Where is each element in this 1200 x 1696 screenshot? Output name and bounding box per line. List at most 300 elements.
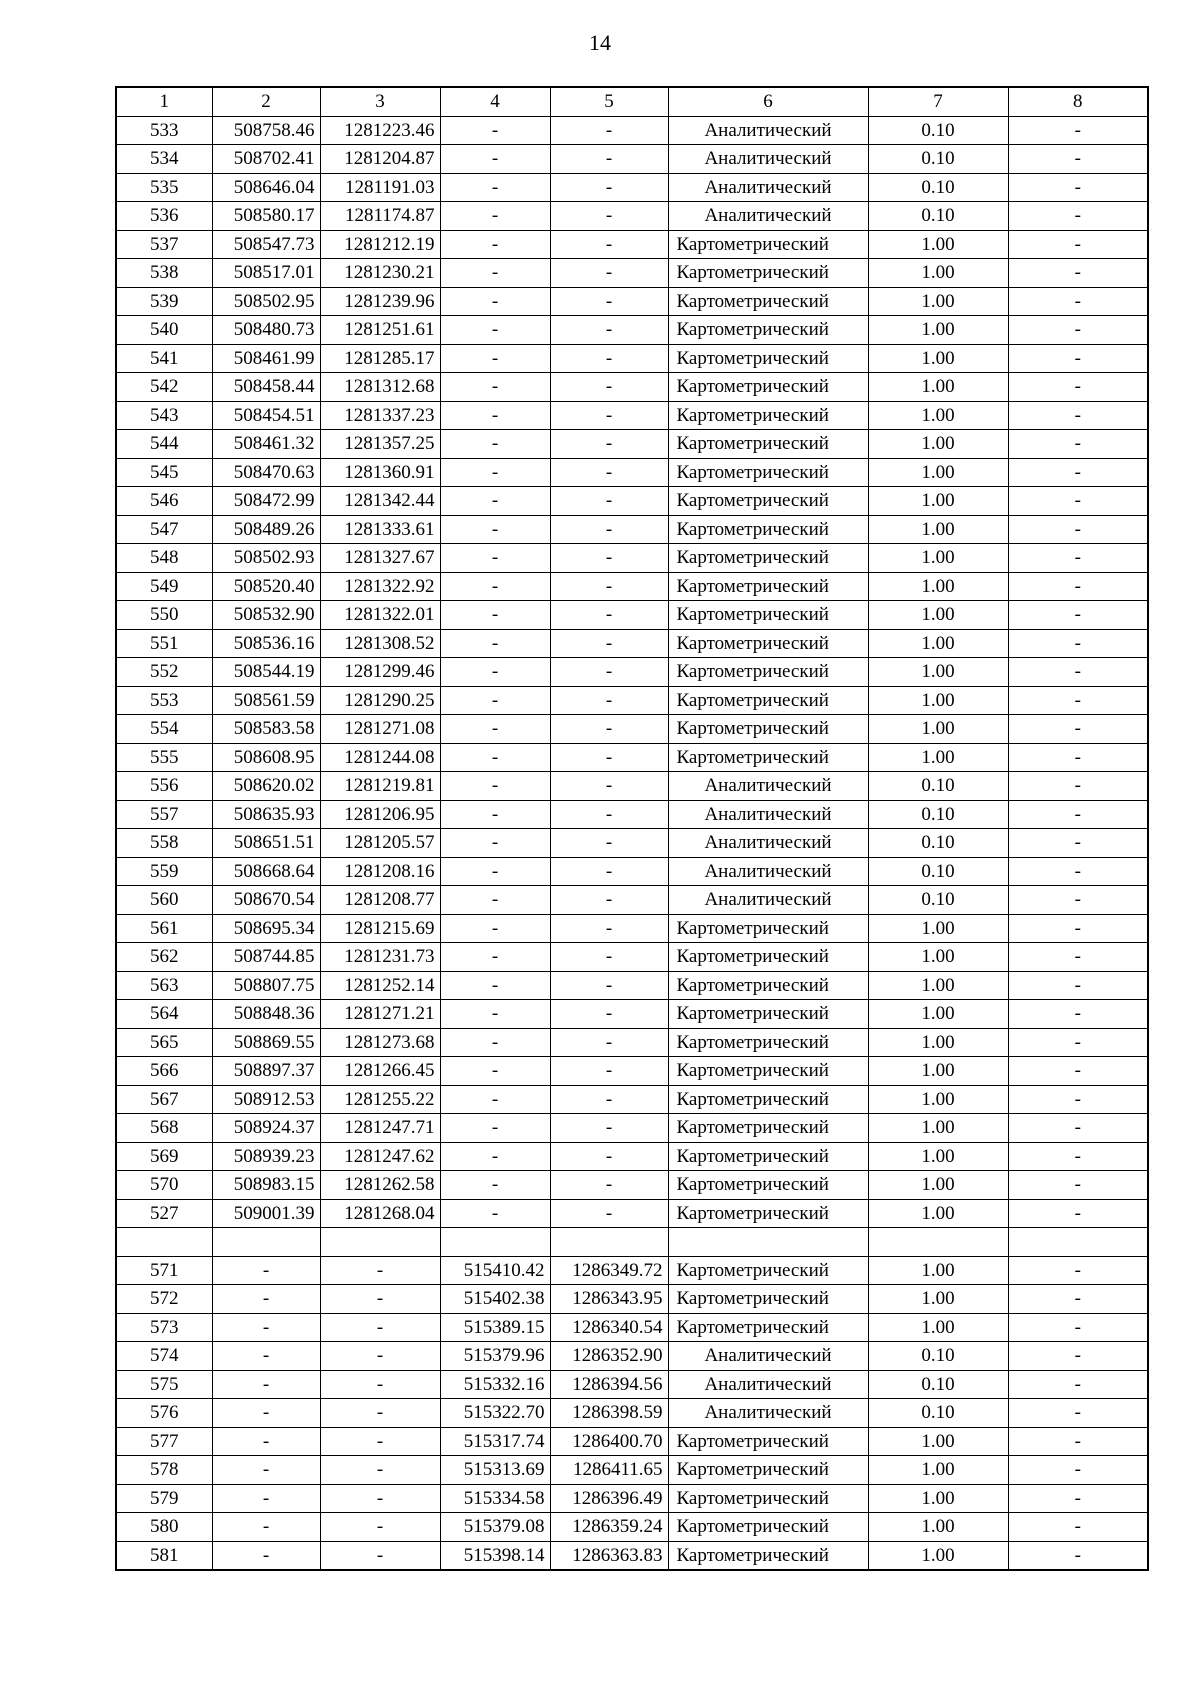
y-old-cell (320, 1228, 440, 1257)
x-old-cell: 508869.55 (212, 1028, 320, 1057)
method-cell: Картометрический (668, 1000, 868, 1029)
accuracy-cell: 1.00 (868, 943, 1008, 972)
point-number-cell: 566 (116, 1057, 212, 1086)
point-number-cell: 543 (116, 401, 212, 430)
accuracy-cell: 1.00 (868, 1171, 1008, 1200)
method-cell: Аналитический (668, 1370, 868, 1399)
y-new-cell: - (550, 344, 668, 373)
y-old-cell: 1281251.61 (320, 316, 440, 345)
table-row (116, 202, 1148, 231)
description-cell: - (1008, 401, 1148, 430)
accuracy-cell: 1.00 (868, 515, 1008, 544)
table-row (116, 800, 1148, 829)
method-cell: Картометрический (668, 1313, 868, 1342)
x-old-cell: - (212, 1313, 320, 1342)
y-old-cell: 1281208.16 (320, 857, 440, 886)
x-old-cell: 508695.34 (212, 914, 320, 943)
accuracy-cell: 1.00 (868, 715, 1008, 744)
point-number-cell: 581 (116, 1541, 212, 1570)
description-cell: - (1008, 629, 1148, 658)
point-number-cell: 569 (116, 1142, 212, 1171)
table-row (116, 1142, 1148, 1171)
x-new-cell: - (440, 373, 550, 402)
y-new-cell: - (550, 145, 668, 174)
x-old-cell: - (212, 1399, 320, 1428)
table-row (116, 487, 1148, 516)
y-new-cell: - (550, 1114, 668, 1143)
method-cell: Аналитический (668, 857, 868, 886)
y-new-cell: - (550, 116, 668, 145)
y-old-cell: 1281252.14 (320, 971, 440, 1000)
y-old-cell: 1281231.73 (320, 943, 440, 972)
x-old-cell: 508480.73 (212, 316, 320, 345)
x-new-cell: - (440, 743, 550, 772)
point-number-cell: 536 (116, 202, 212, 231)
table-row (116, 515, 1148, 544)
x-old-cell: - (212, 1456, 320, 1485)
method-cell: Картометрический (668, 743, 868, 772)
point-number-cell: 558 (116, 829, 212, 858)
method-cell: Картометрический (668, 430, 868, 459)
table-row (116, 914, 1148, 943)
accuracy-cell: 1.00 (868, 1456, 1008, 1485)
x-old-cell: - (212, 1285, 320, 1314)
x-old-cell: 508489.26 (212, 515, 320, 544)
y-old-cell: 1281299.46 (320, 658, 440, 687)
y-new-cell: - (550, 971, 668, 1000)
table-row (116, 1484, 1148, 1513)
y-old-cell: - (320, 1313, 440, 1342)
y-new-cell: - (550, 316, 668, 345)
y-old-cell: - (320, 1370, 440, 1399)
accuracy-cell: 1.00 (868, 430, 1008, 459)
x-new-cell: 515389.15 (440, 1313, 550, 1342)
description-cell: - (1008, 1256, 1148, 1285)
point-number-cell: 553 (116, 686, 212, 715)
table-row (116, 230, 1148, 259)
y-new-cell: 1286394.56 (550, 1370, 668, 1399)
x-new-cell: - (440, 230, 550, 259)
table-row (116, 943, 1148, 972)
description-cell: - (1008, 772, 1148, 801)
description-cell: - (1008, 1456, 1148, 1485)
point-number-cell: 563 (116, 971, 212, 1000)
point-number-cell: 548 (116, 544, 212, 573)
method-cell: Картометрический (668, 572, 868, 601)
table-row (116, 772, 1148, 801)
point-number-cell: 541 (116, 344, 212, 373)
accuracy-cell: 1.00 (868, 1028, 1008, 1057)
description-cell: - (1008, 1370, 1148, 1399)
table-row (116, 1456, 1148, 1485)
point-number-cell: 575 (116, 1370, 212, 1399)
description-cell: - (1008, 572, 1148, 601)
y-new-cell (550, 1228, 668, 1257)
y-new-cell: - (550, 1199, 668, 1228)
x-old-cell: 509001.39 (212, 1199, 320, 1228)
point-number-cell: 540 (116, 316, 212, 345)
point-number-cell: 559 (116, 857, 212, 886)
point-number-cell: 571 (116, 1256, 212, 1285)
method-cell: Картометрический (668, 287, 868, 316)
x-new-cell: - (440, 401, 550, 430)
x-new-cell: 515398.14 (440, 1541, 550, 1570)
table-row (116, 886, 1148, 915)
x-new-cell: - (440, 829, 550, 858)
y-old-cell: 1281357.25 (320, 430, 440, 459)
x-new-cell: - (440, 1114, 550, 1143)
x-new-cell: - (440, 1142, 550, 1171)
x-new-cell: - (440, 914, 550, 943)
description-cell: - (1008, 515, 1148, 544)
x-old-cell: 508472.99 (212, 487, 320, 516)
description-cell: - (1008, 544, 1148, 573)
point-number-cell: 565 (116, 1028, 212, 1057)
x-new-cell: - (440, 544, 550, 573)
x-new-cell: - (440, 943, 550, 972)
accuracy-cell: 1.00 (868, 1142, 1008, 1171)
x-old-cell: 508470.63 (212, 458, 320, 487)
description-cell: - (1008, 601, 1148, 630)
description-cell: - (1008, 1541, 1148, 1570)
method-cell: Картометрический (668, 344, 868, 373)
point-number-cell: 539 (116, 287, 212, 316)
table-row (116, 629, 1148, 658)
x-old-cell: 508758.46 (212, 116, 320, 145)
description-cell: - (1008, 715, 1148, 744)
x-new-cell: - (440, 715, 550, 744)
description-cell: - (1008, 116, 1148, 145)
point-number-cell: 542 (116, 373, 212, 402)
point-number-cell: 546 (116, 487, 212, 516)
x-new-cell: 515313.69 (440, 1456, 550, 1485)
y-new-cell: - (550, 373, 668, 402)
y-new-cell: 1286363.83 (550, 1541, 668, 1570)
method-cell: Картометрический (668, 1256, 868, 1285)
x-new-cell: - (440, 1171, 550, 1200)
point-number-cell: 545 (116, 458, 212, 487)
y-new-cell: - (550, 287, 668, 316)
accuracy-cell: 1.00 (868, 287, 1008, 316)
table-row (116, 601, 1148, 630)
table-row (116, 1313, 1148, 1342)
y-new-cell: - (550, 173, 668, 202)
point-number-cell: 535 (116, 173, 212, 202)
y-new-cell: 1286349.72 (550, 1256, 668, 1285)
y-new-cell: - (550, 259, 668, 288)
table-row (116, 430, 1148, 459)
description-cell: - (1008, 373, 1148, 402)
description-cell: - (1008, 943, 1148, 972)
y-old-cell: - (320, 1342, 440, 1371)
y-old-cell: 1281247.71 (320, 1114, 440, 1143)
x-old-cell: 508454.51 (212, 401, 320, 430)
accuracy-cell: 1.00 (868, 401, 1008, 430)
column-header: 8 (1008, 87, 1148, 116)
accuracy-cell: 1.00 (868, 1427, 1008, 1456)
x-old-cell (212, 1228, 320, 1257)
accuracy-cell: 1.00 (868, 1256, 1008, 1285)
accuracy-cell: 1.00 (868, 1513, 1008, 1542)
table-row (116, 344, 1148, 373)
x-new-cell: 515334.58 (440, 1484, 550, 1513)
x-new-cell: 515410.42 (440, 1256, 550, 1285)
y-old-cell: - (320, 1285, 440, 1314)
table-row (116, 572, 1148, 601)
x-old-cell: 508502.95 (212, 287, 320, 316)
table-header-row (116, 87, 1148, 116)
x-new-cell: - (440, 202, 550, 231)
point-number-cell: 557 (116, 800, 212, 829)
x-new-cell: 515332.16 (440, 1370, 550, 1399)
description-cell: - (1008, 344, 1148, 373)
method-cell: Аналитический (668, 202, 868, 231)
y-new-cell: - (550, 401, 668, 430)
y-old-cell: 1281333.61 (320, 515, 440, 544)
y-old-cell: 1281239.96 (320, 287, 440, 316)
y-old-cell: 1281255.22 (320, 1085, 440, 1114)
table-row (116, 401, 1148, 430)
coordinates-table (115, 86, 1149, 1571)
point-number-cell: 538 (116, 259, 212, 288)
description-cell: - (1008, 202, 1148, 231)
description-cell: - (1008, 1513, 1148, 1542)
x-old-cell: - (212, 1427, 320, 1456)
table-row (116, 1399, 1148, 1428)
y-old-cell: 1281268.04 (320, 1199, 440, 1228)
y-old-cell: 1281312.68 (320, 373, 440, 402)
column-header: 7 (868, 87, 1008, 116)
x-old-cell: 508897.37 (212, 1057, 320, 1086)
point-number-cell: 562 (116, 943, 212, 972)
y-old-cell: 1281342.44 (320, 487, 440, 516)
accuracy-cell: 1.00 (868, 316, 1008, 345)
table-row (116, 145, 1148, 174)
table-row (116, 971, 1148, 1000)
x-new-cell: 515379.08 (440, 1513, 550, 1542)
table-row (116, 1370, 1148, 1399)
accuracy-cell: 1.00 (868, 658, 1008, 687)
description-cell: - (1008, 1342, 1148, 1371)
description-cell: - (1008, 1313, 1148, 1342)
y-new-cell: - (550, 430, 668, 459)
table-row (116, 259, 1148, 288)
y-old-cell: 1281208.77 (320, 886, 440, 915)
accuracy-cell: 0.10 (868, 1342, 1008, 1371)
point-number-cell: 561 (116, 914, 212, 943)
y-new-cell: - (550, 1057, 668, 1086)
x-new-cell: - (440, 145, 550, 174)
y-new-cell: - (550, 914, 668, 943)
description-cell: - (1008, 1114, 1148, 1143)
method-cell: Картометрический (668, 515, 868, 544)
x-old-cell: 508807.75 (212, 971, 320, 1000)
x-old-cell: - (212, 1370, 320, 1399)
method-cell: Картометрический (668, 1199, 868, 1228)
x-new-cell: - (440, 658, 550, 687)
y-new-cell: - (550, 1085, 668, 1114)
x-old-cell: 508912.53 (212, 1085, 320, 1114)
method-cell: Картометрический (668, 914, 868, 943)
description-cell: - (1008, 287, 1148, 316)
y-new-cell: 1286359.24 (550, 1513, 668, 1542)
x-old-cell: 508517.01 (212, 259, 320, 288)
y-old-cell: - (320, 1513, 440, 1542)
column-header: 6 (668, 87, 868, 116)
point-number-cell: 534 (116, 145, 212, 174)
y-old-cell: 1281308.52 (320, 629, 440, 658)
accuracy-cell: 0.10 (868, 145, 1008, 174)
y-old-cell: 1281206.95 (320, 800, 440, 829)
y-new-cell: 1286398.59 (550, 1399, 668, 1428)
x-new-cell: - (440, 629, 550, 658)
x-new-cell: - (440, 800, 550, 829)
point-number-cell: 556 (116, 772, 212, 801)
description-cell: - (1008, 145, 1148, 174)
accuracy-cell: 0.10 (868, 202, 1008, 231)
method-cell: Картометрический (668, 316, 868, 345)
method-cell: Картометрический (668, 1427, 868, 1456)
y-old-cell: 1281191.03 (320, 173, 440, 202)
accuracy-cell: 0.10 (868, 1370, 1008, 1399)
accuracy-cell: 1.00 (868, 1313, 1008, 1342)
x-new-cell: - (440, 686, 550, 715)
y-old-cell: 1281215.69 (320, 914, 440, 943)
table-row (116, 1199, 1148, 1228)
point-number-cell: 570 (116, 1171, 212, 1200)
x-new-cell: 515402.38 (440, 1285, 550, 1314)
description-cell: - (1008, 886, 1148, 915)
x-old-cell: 508939.23 (212, 1142, 320, 1171)
method-cell: Картометрический (668, 715, 868, 744)
method-cell: Аналитический (668, 145, 868, 174)
y-old-cell: 1281360.91 (320, 458, 440, 487)
table-row (116, 287, 1148, 316)
description-cell: - (1008, 829, 1148, 858)
method-cell: Картометрический (668, 1513, 868, 1542)
y-old-cell: 1281204.87 (320, 145, 440, 174)
description-cell (1008, 1228, 1148, 1257)
method-cell: Картометрический (668, 230, 868, 259)
x-new-cell: - (440, 772, 550, 801)
y-new-cell: - (550, 1000, 668, 1029)
accuracy-cell: 1.00 (868, 971, 1008, 1000)
x-old-cell: 508983.15 (212, 1171, 320, 1200)
point-number-cell: 552 (116, 658, 212, 687)
x-new-cell: 515379.96 (440, 1342, 550, 1371)
point-number-cell: 574 (116, 1342, 212, 1371)
table-row (116, 173, 1148, 202)
x-old-cell: 508502.93 (212, 544, 320, 573)
y-new-cell: 1286400.70 (550, 1427, 668, 1456)
y-new-cell: 1286352.90 (550, 1342, 668, 1371)
x-old-cell: 508702.41 (212, 145, 320, 174)
accuracy-cell: 1.00 (868, 1484, 1008, 1513)
column-header: 2 (212, 87, 320, 116)
x-new-cell: - (440, 316, 550, 345)
x-old-cell: 508583.58 (212, 715, 320, 744)
method-cell: Картометрический (668, 1484, 868, 1513)
y-new-cell: - (550, 572, 668, 601)
method-cell: Картометрический (668, 373, 868, 402)
accuracy-cell: 0.10 (868, 173, 1008, 202)
table-row (116, 715, 1148, 744)
point-number-cell: 555 (116, 743, 212, 772)
method-cell: Картометрический (668, 1456, 868, 1485)
x-new-cell: - (440, 601, 550, 630)
y-old-cell: 1281205.57 (320, 829, 440, 858)
y-new-cell: - (550, 1142, 668, 1171)
x-old-cell: 508561.59 (212, 686, 320, 715)
column-header: 1 (116, 87, 212, 116)
x-new-cell: - (440, 487, 550, 516)
y-new-cell: - (550, 686, 668, 715)
method-cell: Картометрический (668, 658, 868, 687)
description-cell: - (1008, 1399, 1148, 1428)
y-new-cell: - (550, 772, 668, 801)
method-cell: Аналитический (668, 173, 868, 202)
y-new-cell: 1286411.65 (550, 1456, 668, 1485)
accuracy-cell: 1.00 (868, 1057, 1008, 1086)
x-new-cell: - (440, 1085, 550, 1114)
accuracy-cell: 0.10 (868, 800, 1008, 829)
y-old-cell: 1281322.92 (320, 572, 440, 601)
y-old-cell: 1281271.21 (320, 1000, 440, 1029)
x-old-cell: 508670.54 (212, 886, 320, 915)
method-cell: Картометрический (668, 259, 868, 288)
x-old-cell: 508635.93 (212, 800, 320, 829)
point-number-cell: 579 (116, 1484, 212, 1513)
x-old-cell: 508544.19 (212, 658, 320, 687)
point-number-cell: 533 (116, 116, 212, 145)
x-new-cell: - (440, 1028, 550, 1057)
y-new-cell: - (550, 487, 668, 516)
table-row (116, 1171, 1148, 1200)
method-cell: Аналитический (668, 772, 868, 801)
method-cell: Картометрический (668, 1028, 868, 1057)
method-cell: Аналитический (668, 886, 868, 915)
x-old-cell: - (212, 1484, 320, 1513)
y-old-cell: 1281327.67 (320, 544, 440, 573)
table-row (116, 116, 1148, 145)
description-cell: - (1008, 1057, 1148, 1086)
x-new-cell (440, 1228, 550, 1257)
y-new-cell: - (550, 715, 668, 744)
x-new-cell: - (440, 1057, 550, 1086)
x-old-cell: 508520.40 (212, 572, 320, 601)
x-new-cell: - (440, 1199, 550, 1228)
accuracy-cell: 0.10 (868, 1399, 1008, 1428)
method-cell: Аналитический (668, 116, 868, 145)
method-cell: Картометрический (668, 544, 868, 573)
method-cell: Картометрический (668, 601, 868, 630)
method-cell: Картометрический (668, 971, 868, 1000)
accuracy-cell: 1.00 (868, 1285, 1008, 1314)
column-header: 3 (320, 87, 440, 116)
table-row (116, 686, 1148, 715)
description-cell: - (1008, 1171, 1148, 1200)
method-cell: Картометрический (668, 1057, 868, 1086)
x-old-cell: - (212, 1342, 320, 1371)
x-new-cell: - (440, 971, 550, 1000)
description-cell: - (1008, 430, 1148, 459)
table-row (116, 1256, 1148, 1285)
description-cell: - (1008, 1285, 1148, 1314)
table-row (116, 1285, 1148, 1314)
y-new-cell: - (550, 857, 668, 886)
table-row (116, 316, 1148, 345)
point-number-cell: 544 (116, 430, 212, 459)
